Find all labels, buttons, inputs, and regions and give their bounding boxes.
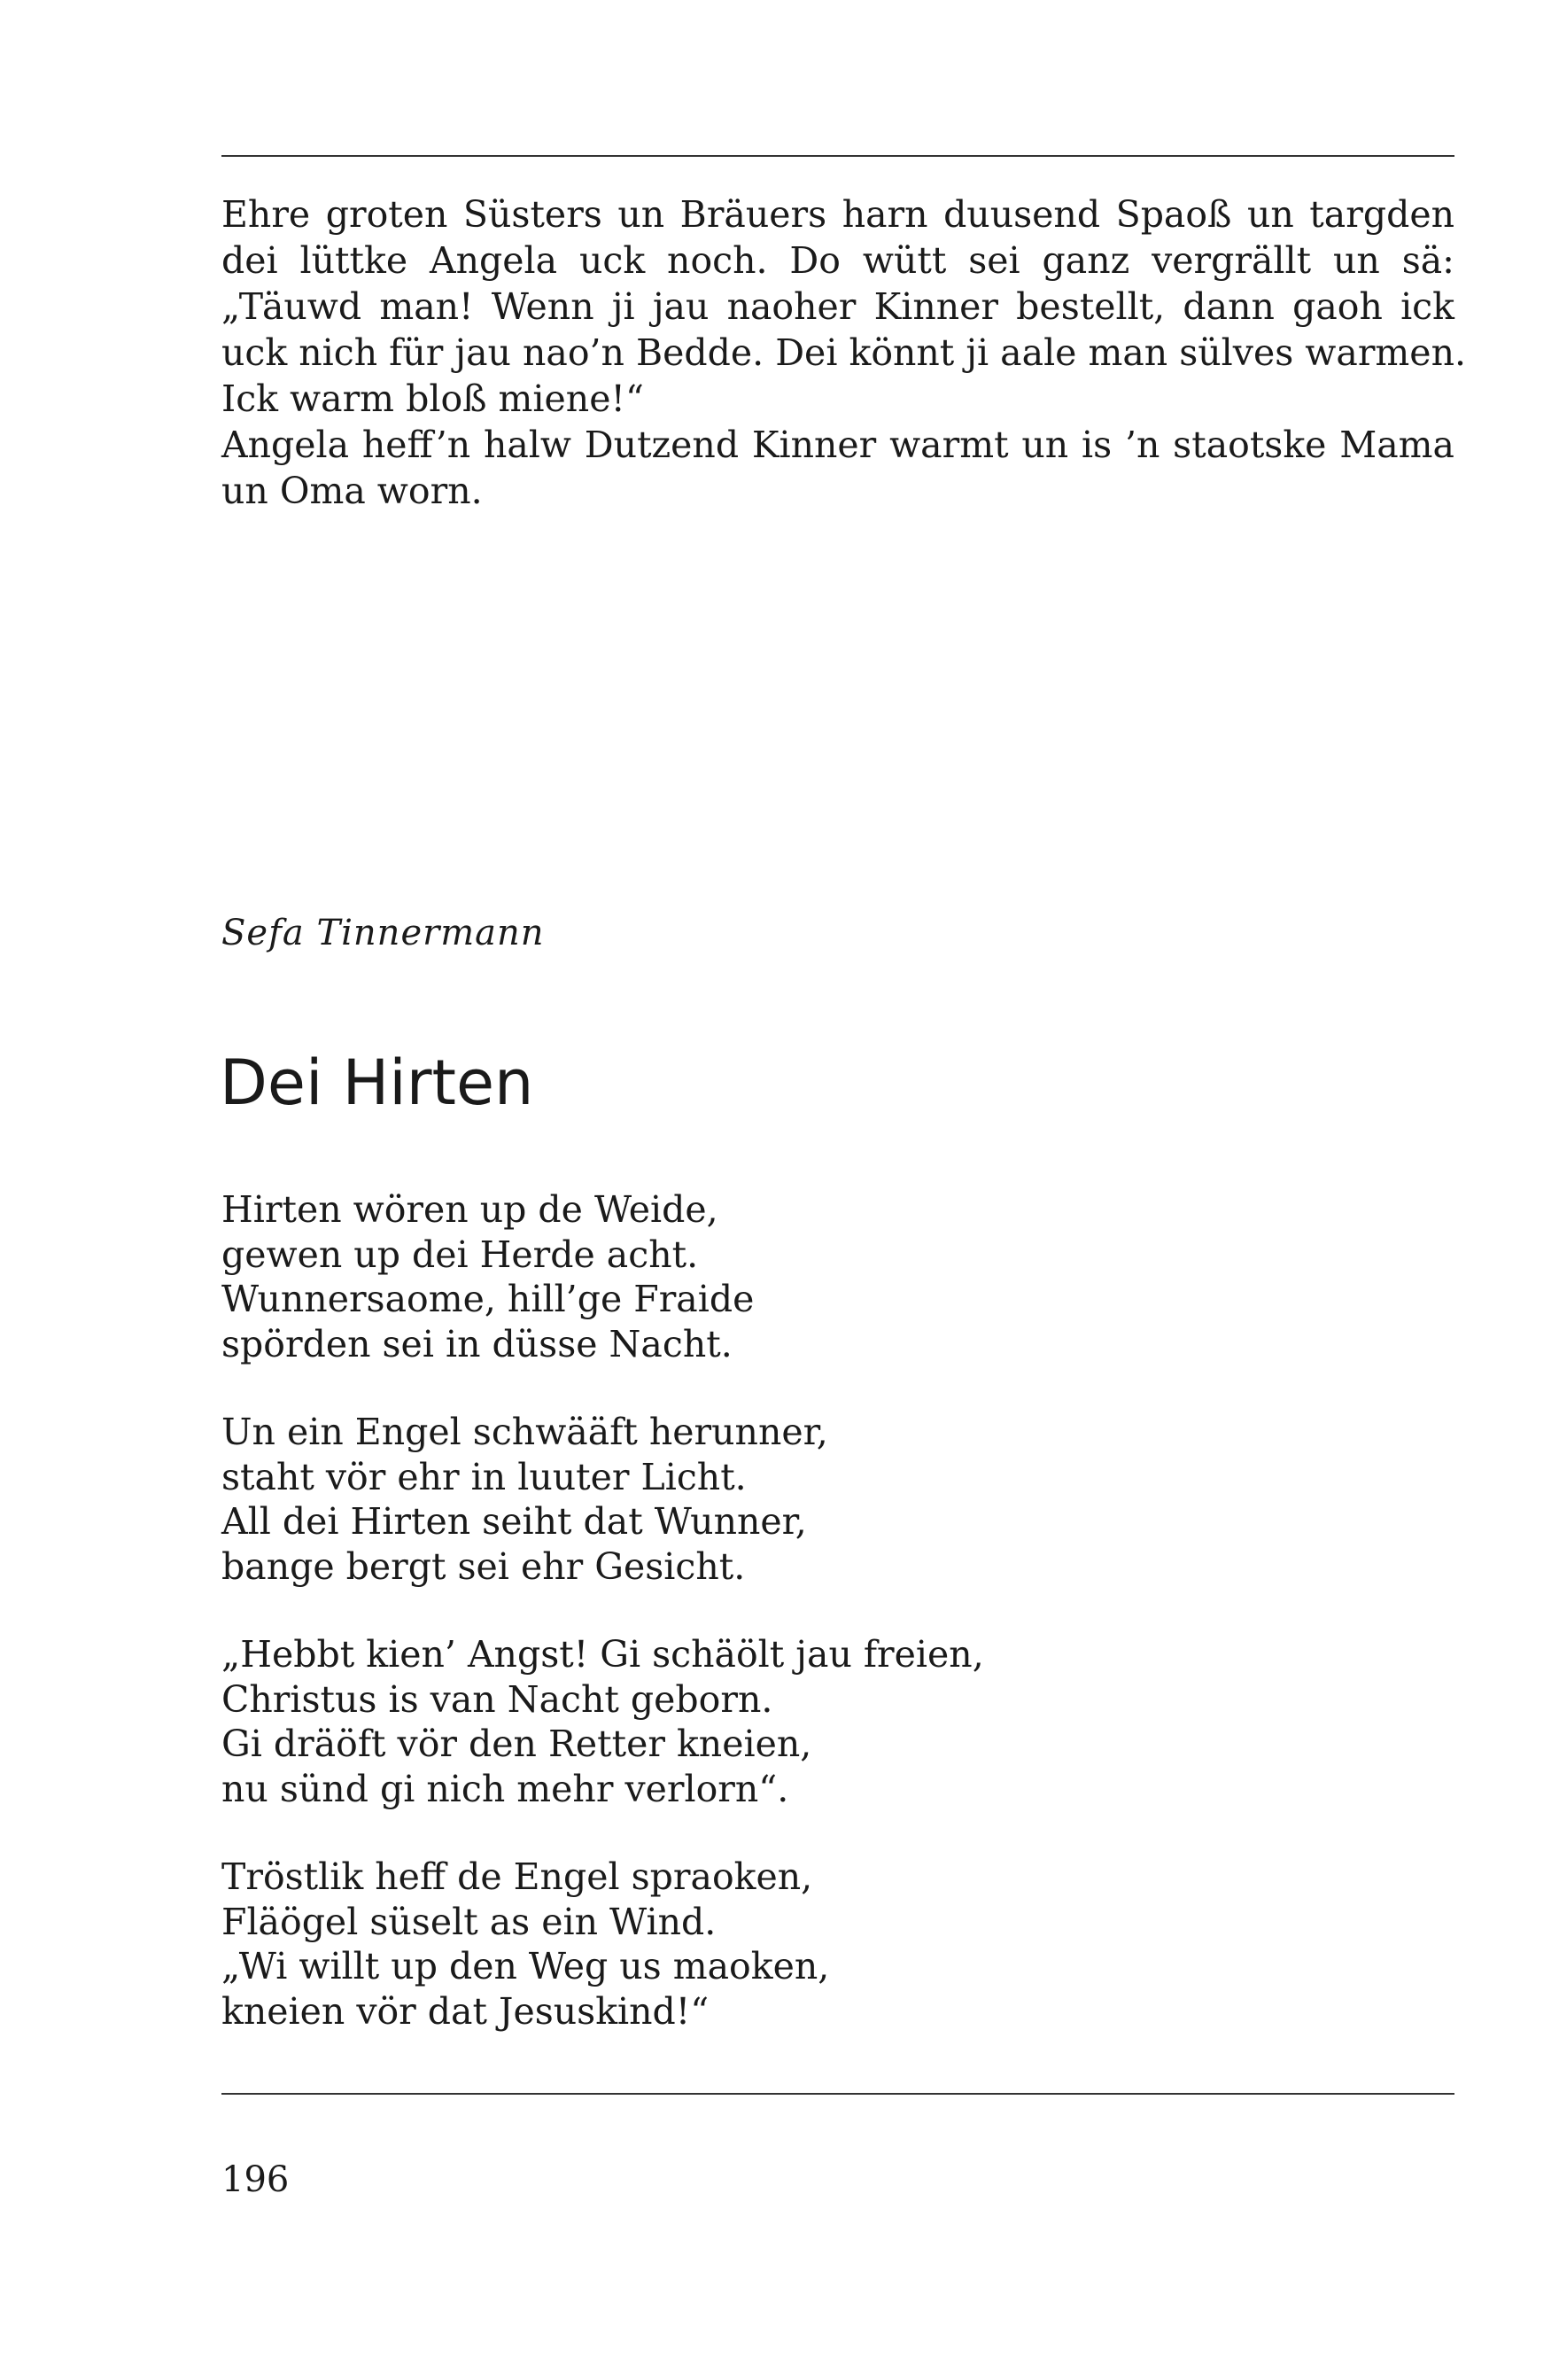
prose-line: „Täuwd man! Wenn ji jau naoher Kinner bestellt, dann gaoh ick xyxy=(221,285,1454,328)
stanza xyxy=(221,1632,1284,1811)
prose-line: Ehre groten Süsters un Bräuers harn duusend Spaoß un targden xyxy=(221,193,1454,236)
poem-body xyxy=(221,1187,1284,2077)
verse-line: Hirten wören up de Weide, xyxy=(221,1188,718,1231)
prose-line: Angela heff’n halw Dutzend Kinner warmt un is ’n staotske Mama xyxy=(221,424,1454,466)
verse-line: spörden sei in düsse Nacht. xyxy=(221,1322,733,1365)
page-number: 196 xyxy=(221,2159,290,2200)
verse-line: nu sünd gi nich mehr verlorn“. xyxy=(221,1767,789,1810)
verse-line: Christus is van Nacht geborn. xyxy=(221,1677,773,1721)
verse-line: kneien vör dat Jesuskind!“ xyxy=(221,1989,710,2033)
prose-line: dei lüttke Angela uck noch. Do wütt sei ganz vergrällt un sä: xyxy=(221,239,1454,282)
verse-line: All dei Hirten seiht dat Wunner, xyxy=(221,1500,807,1543)
stanza xyxy=(221,1855,1284,2034)
bottom-rule xyxy=(221,2093,1454,2095)
top-rule xyxy=(221,155,1454,157)
verse-line: Un ein Engel schwääft herunner, xyxy=(221,1411,828,1453)
verse-line: staht vör ehr in luuter Licht. xyxy=(221,1455,747,1498)
verse-line: „Hebbt kien’ Angst! Gi schäölt jau freien, xyxy=(221,1633,984,1676)
prose-line: un Oma worn. xyxy=(221,470,483,512)
author-name: Sefa Tinnermann xyxy=(221,913,545,953)
verse-line: Gi dräöft vör den Retter kneien, xyxy=(221,1723,812,1765)
verse-line: „Wi willt up den Weg us maoken, xyxy=(221,1945,830,1987)
prose-paragraph xyxy=(221,191,1467,514)
verse-line: Fläögel süselt as ein Wind. xyxy=(221,1900,717,1943)
prose-line: uck nich für jau nao’n Bedde. Dei könnt ji aale man sülves warmen. xyxy=(221,331,1467,374)
verse-line: bange bergt sei ehr Gesicht. xyxy=(221,1544,746,1588)
verse-line: Tröstlik heff de Engel spraoken, xyxy=(221,1855,813,1898)
verse-line: gewen up dei Herde acht. xyxy=(221,1233,699,1276)
verse-line: Wunnersaome, hill’ge Fraide xyxy=(221,1278,755,1320)
poem-title: Dei Hirten xyxy=(220,1046,534,1119)
stanza xyxy=(221,1187,1284,1366)
prose-line: Ick warm bloß miene!“ xyxy=(221,377,644,420)
stanza xyxy=(221,1410,1284,1589)
